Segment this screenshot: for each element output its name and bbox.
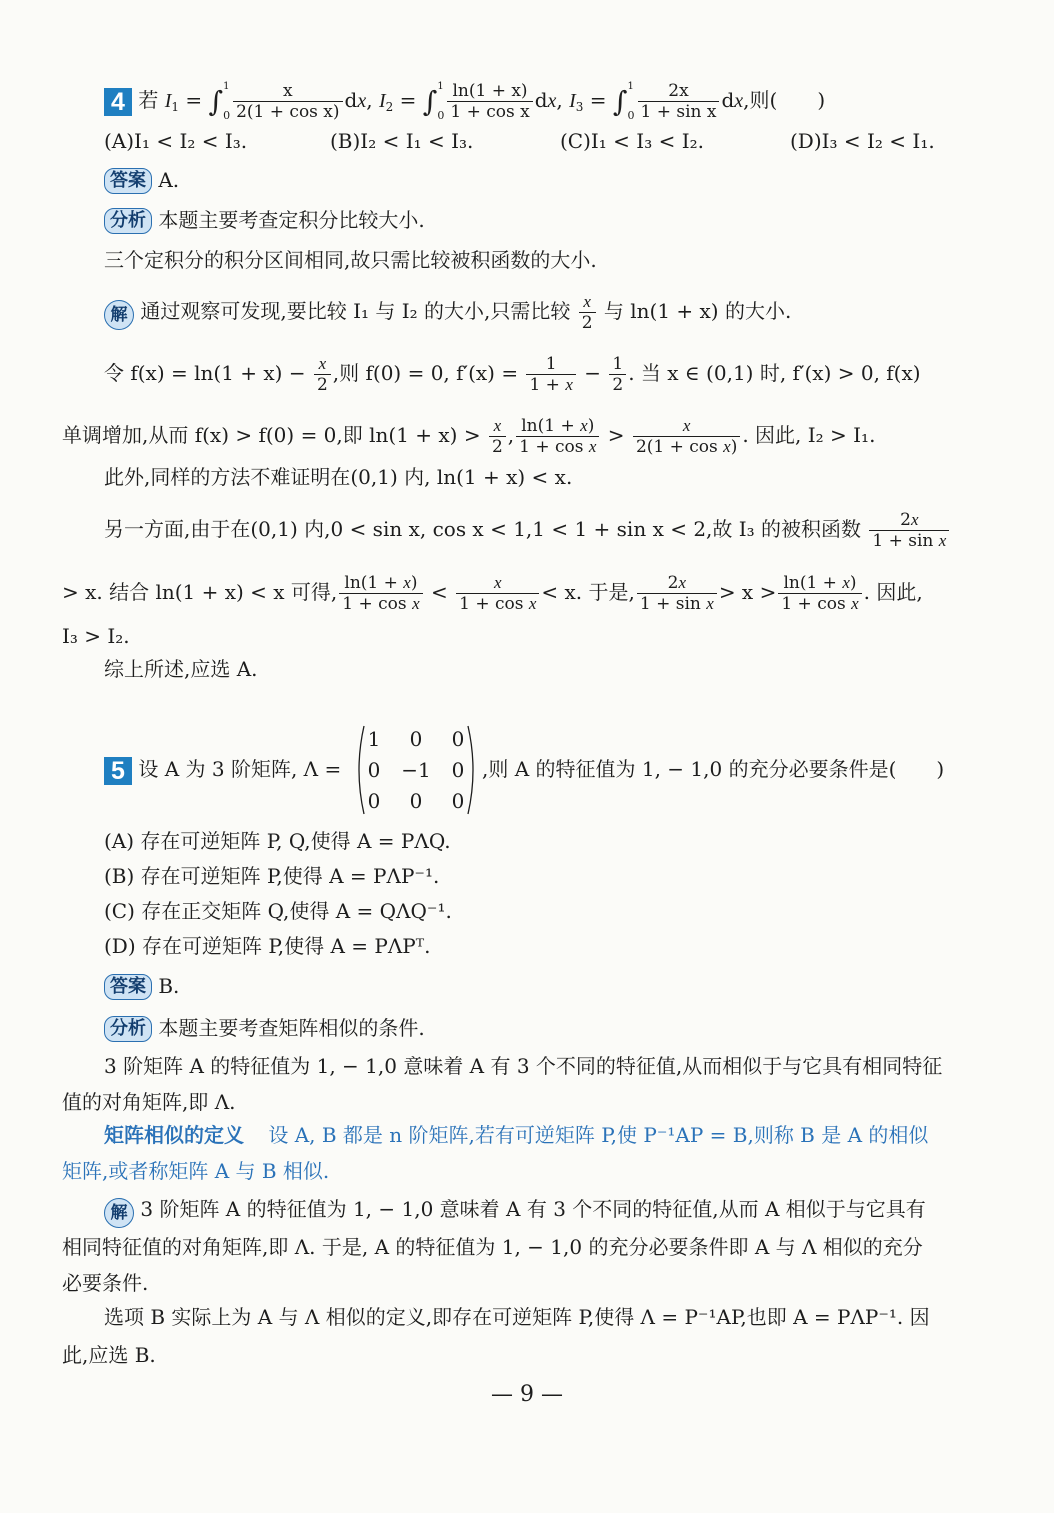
q4-sol-l2a: 令 f(x) = ln(1 + x) − — [104, 361, 306, 385]
answer-tag: 答案 — [104, 168, 152, 194]
q4-option-b: (B)I₂ < I₁ < I₃. — [330, 129, 474, 153]
q5-stem-text-a: 设 A 为 3 阶矩阵, Λ = — [138, 757, 342, 781]
q4-stem-end: ,则( ) — [743, 88, 826, 112]
q5-definition-l2: 矩阵,或者称矩阵 A 与 B 相似. — [62, 1159, 330, 1183]
matrix-cell: 0 — [451, 789, 465, 813]
q4-sol-l5: 另一方面,由于在(0,1) 内,0 < sin x, cos x < 1,1 < 1 + sin x < 2,故 I₃ 的被积函数 — [104, 517, 862, 541]
q5-matrix — [354, 724, 478, 816]
q4-option-a: (A)I₁ < I₂ < I₃. — [104, 129, 248, 153]
matrix-cell: 0 — [409, 789, 423, 813]
q4-answer: A. — [158, 168, 180, 192]
matrix-cell: 0 — [451, 758, 465, 782]
matrix-cell: −1 — [401, 758, 431, 782]
q4-sol-l6c: > x > — [718, 580, 777, 604]
q5-solution-l1 — [104, 1196, 926, 1228]
q4-sol-l2b: ,则 f(0) = 0, f′(x) = — [332, 361, 519, 385]
q4-solution-line3: 单调增加,从而 f(x) > f(0) = 0,即 ln(1 + x) > $\frac{x}{2}$ , $\frac{\ln(1 + x)}{\text{1 + cos x}}$ > $\frac{x}{\text{2(1 + cos x)}}$ . 因此, I₂ > I₁. — [62, 416, 876, 457]
q4-frac1-num: x — [233, 81, 342, 102]
q4-sol-l1b: 与 ln(1 + x) 的大小. — [603, 299, 792, 323]
q4-sol-l3a: 单调增加,从而 f(x) > f(0) = 0,即 ln(1 + x) > — [62, 423, 481, 447]
q4-sol-l1a: 通过观察可发现,要比较 I₁ 与 I₂ 的大小,只需比较 — [140, 299, 571, 323]
q4-analysis-detail: 三个定积分的积分区间相同,故只需比较被积函数的大小. — [104, 248, 597, 272]
matrix-cell: 0 — [367, 758, 381, 782]
q4-analysis: 本题主要考查定积分比较大小. — [158, 208, 425, 232]
q5-analysis: 本题主要考查矩阵相似的条件. — [158, 1016, 425, 1040]
q5-solution-l2: 相同特征值的对角矩阵,即 Λ. 于是, A 的特征值为 1, − 1,0 的充分必要条件即 A 与 Λ 相似的充分 — [62, 1235, 923, 1259]
q5-definition-l1 — [104, 1122, 928, 1148]
q5-number-badge: 5 — [104, 757, 132, 785]
q4-sol-l2c: . 当 x ∈ (0,1) 时, f′(x) > 0, f(x) — [628, 361, 921, 385]
q5-answer-row — [104, 973, 179, 1000]
solution-tag: 解 — [104, 1198, 134, 1228]
q4-stem: 4 若 $I_1 = \int^1$ 0 $\frac{x}{\text{2(1 + cos x)}}$ dx, $I_2 = \int^1$ 0 $\frac{\ln(1 + x)}{\text{1 + cos x}}$ dx, $I_3 = \int^1$ 0 $\frac{2x}{\text{1 + sin x}}$ dx,则( ) — [104, 76, 825, 127]
q4-frac2-den: 1 + cos x — [450, 102, 530, 122]
definition-title: 矩阵相似的定义 — [104, 1123, 244, 1147]
q4-solution-line4: 此外,同样的方法不难证明在(0,1) 内, ln(1 + x) < x. — [104, 465, 573, 489]
q4-solution-line8: 综上所述,应选 A. — [104, 657, 258, 681]
q5-option-c: (C) 存在正交矩阵 Q,使得 A = QΛQ⁻¹. — [104, 899, 452, 923]
analysis-tag: 分析 — [104, 208, 152, 234]
matrix-cell: 0 — [451, 727, 465, 751]
q4-stem-prefix: 若 — [138, 88, 159, 112]
q4-frac3-num: 2x — [638, 81, 720, 102]
q5-stem-b: ,则 A 的特征值为 1, − 1,0 的充分必要条件是( ) — [482, 757, 945, 781]
q4-sol-l6d: . 因此, — [863, 580, 923, 604]
q5-option-d: (D) 存在可逆矩阵 P,使得 A = PΛPᵀ. — [104, 934, 431, 958]
q4-option-d: (D)I₃ < I₂ < I₁. — [790, 129, 935, 153]
q4-option-c: (C)I₁ < I₃ < I₂. — [560, 129, 704, 153]
q5-solution-l5: 此,应选 B. — [62, 1343, 156, 1367]
q4-sol-l6b: < x. 于是, — [541, 580, 635, 604]
solution-tag: 解 — [104, 300, 134, 330]
q4-frac3-den: 1 + sin x — [640, 102, 717, 122]
q4-number-badge: 4 — [104, 88, 132, 116]
q5-sol-text-1: 3 阶矩阵 A 的特征值为 1, − 1,0 意味着 A 有 3 个不同的特征值,从而 A 相似于与它具有 — [140, 1197, 926, 1221]
q4-frac1-den: 2(1 + cos x) — [236, 102, 340, 122]
q5-analysis-row — [104, 1015, 425, 1042]
q4-solution-line7: I₃ > I₂. — [62, 624, 130, 648]
q5-solution-l3: 必要条件. — [62, 1271, 149, 1295]
q4-sol-l6a: > x. 结合 ln(1 + x) < x 可得, — [62, 580, 338, 604]
q5-option-a: (A) 存在可逆矩阵 P, Q,使得 A = PΛQ. — [104, 829, 451, 853]
q4-solution-line6: > x. 结合 ln(1 + x) < x 可得, $\frac{\ln(1 + x)}{\text{1 + cos x}}$ < $\frac{x}{\text{1 + cos x}}$ < x. 于是, $\frac{2x}{\text{1 + sin x}}$ > x > $\frac{\ln(1 + x)}{\text{1 + cos x}}$ . 因此, — [62, 573, 923, 614]
q4-solution-line1: 解 通过观察可发现,要比较 I₁ 与 I₂ 的大小,只需比较 $\frac{x}{2}$ 与 ln(1 + x) 的大小. — [104, 292, 791, 333]
q5-solution-l4: 选项 B 实际上为 A 与 Λ 相似的定义,即存在可逆矩阵 P,使得 Λ = P⁻¹AP,也即 A = PΛP⁻¹. 因 — [104, 1305, 930, 1329]
q4-solution-line5: 另一方面,由于在(0,1) 内,0 < sin x, cos x < 1,1 < 1 + sin x < 2,故 I₃ 的被积函数 $\frac{2x}{\text{1 + sin x}}$ — [104, 510, 951, 551]
analysis-tag: 分析 — [104, 1016, 152, 1042]
q4-analysis-row — [104, 207, 425, 234]
q5-analysis-l1: 3 阶矩阵 A 的特征值为 1, − 1,0 意味着 A 有 3 个不同的特征值,从而相似于与它具有相同特征 — [104, 1054, 943, 1078]
q5-analysis-l2: 值的对角矩阵,即 Λ. — [62, 1090, 236, 1114]
matrix-cell: 0 — [367, 789, 381, 813]
q5-answer: B. — [158, 974, 180, 998]
q5-stem-a — [104, 756, 341, 785]
answer-tag: 答案 — [104, 974, 152, 1000]
page-number: — 9 — — [491, 1382, 563, 1407]
definition-text-1: 设 A, B 都是 n 阶矩阵,若有可逆矩阵 P,使 P⁻¹AP = B,则称 B 是 A 的相似 — [268, 1123, 929, 1147]
q4-solution-line2: 令 f(x) = ln(1 + x) − $\frac{x}{2}$ ,则 f(0) = 0, f′(x) = $\frac{1}{1 + x}$ − $\frac{1}{2}$ . 当 x ∈ (0,1) 时, f′(x) > 0, f(x) — [104, 354, 921, 395]
q5-option-b: (B) 存在可逆矩阵 P,使得 A = PΛP⁻¹. — [104, 864, 440, 888]
q4-frac2-num: ln(1 + x) — [447, 81, 532, 102]
q4-answer-row — [104, 167, 179, 194]
matrix-cell: 0 — [409, 727, 423, 751]
q4-sol-l3b: . 因此, I₂ > I₁. — [742, 423, 876, 447]
matrix-cell: 1 — [367, 727, 381, 751]
